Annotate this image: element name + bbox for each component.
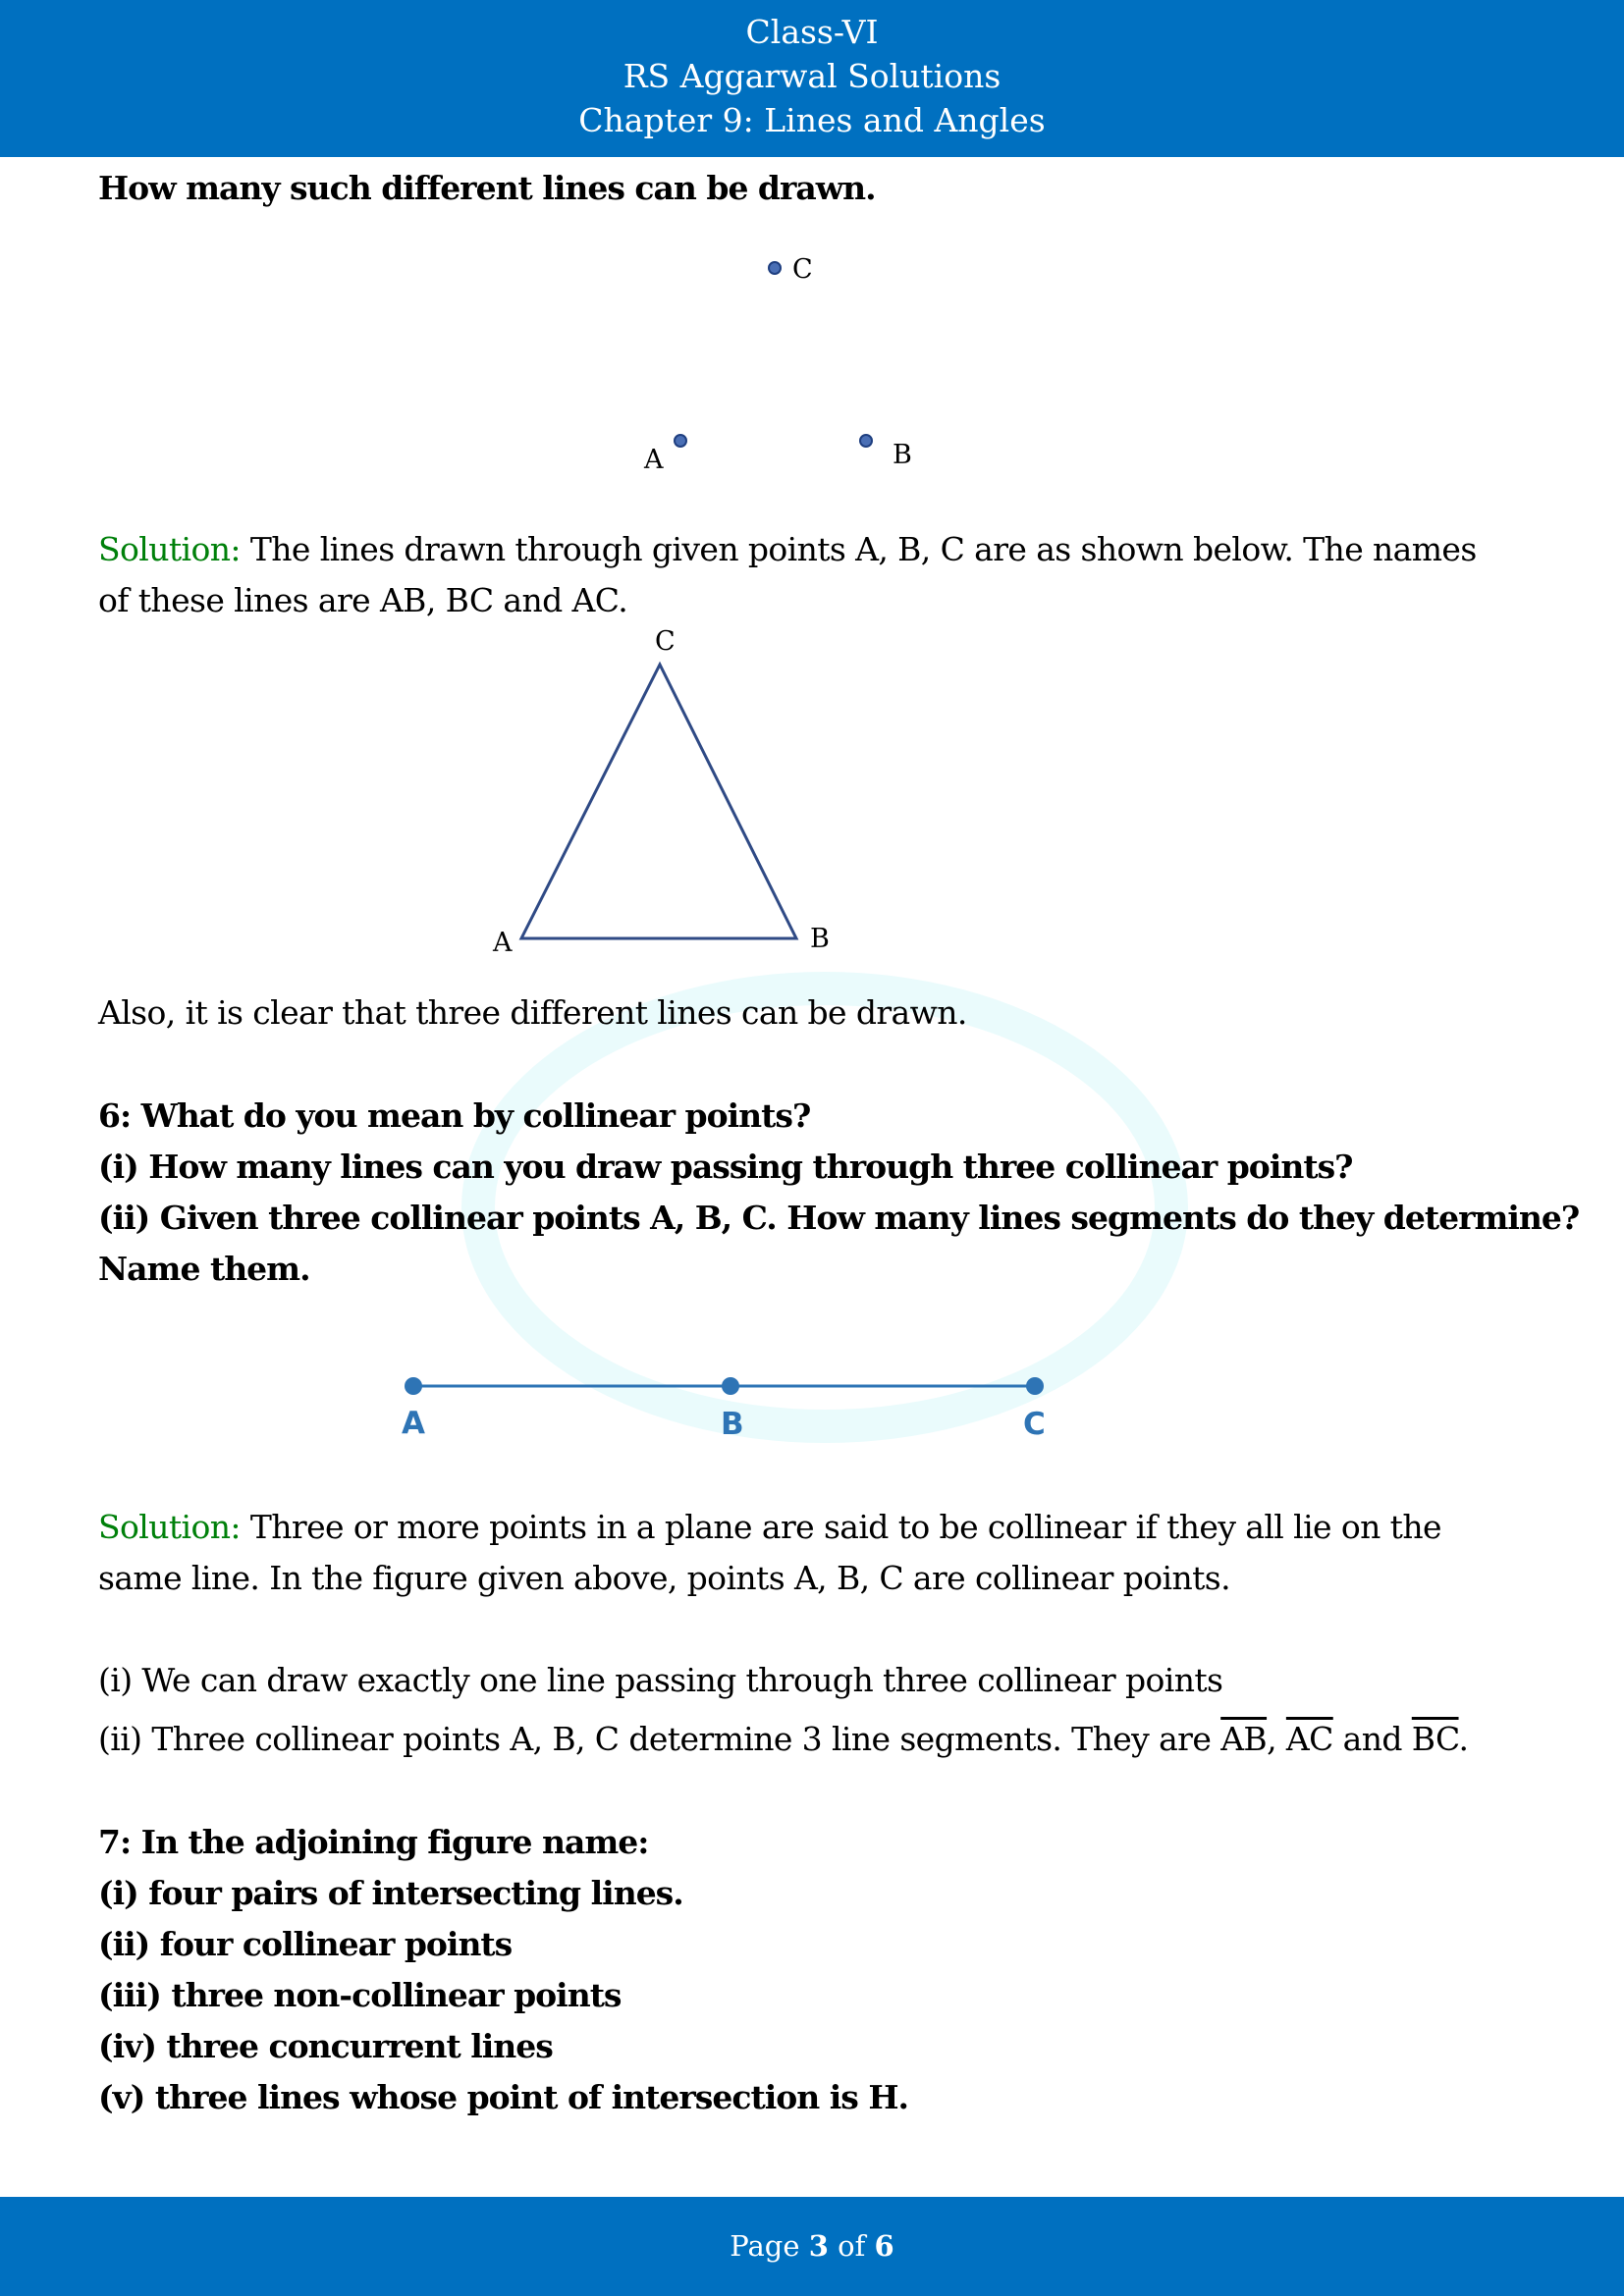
point-b — [722, 1377, 739, 1395]
label-c: C — [655, 626, 676, 657]
solution-6-text1: Three or more points in a plane are said to be collinear if they all lie on the — [240, 1508, 1441, 1546]
label-a: A — [493, 928, 513, 958]
question-6-line4: Name them. — [98, 1250, 310, 1288]
total-pages: 6 — [874, 2229, 894, 2263]
segment-bc: $\overline{BC}$ — [1411, 1720, 1459, 1758]
question-7-line6: (v) three lines whose point of intersection is H. — [98, 2078, 909, 2116]
solution-5-text1: The lines drawn through given points A, B, C are as shown below. The names — [240, 530, 1477, 568]
solution-label: Solution: — [98, 530, 241, 568]
question-6-line3: (ii) Given three collinear points A, B, C. How many lines segments do they determine? — [98, 1199, 1580, 1237]
point-c — [1026, 1377, 1044, 1395]
current-page: 3 — [808, 2229, 829, 2263]
label-b: B — [721, 1407, 744, 1442]
header-class: Class-VI — [745, 13, 879, 51]
question-7-line5: (iv) three concurrent lines — [98, 2027, 553, 2065]
header-chapter: Chapter 9: Lines and Angles — [578, 101, 1046, 139]
part-ii-prefix: (ii) Three collinear points A, B, C determine 3 line segments. They are — [98, 1720, 1221, 1758]
solution-6-part-i: (i) We can draw exactly one line passing through three collinear points — [98, 1661, 1223, 1699]
label-c: C — [1023, 1407, 1046, 1442]
question-7-line3: (ii) four collinear points — [98, 1925, 513, 1963]
label-a: A — [402, 1406, 425, 1441]
question-7-line1: 7: In the adjoining figure name: — [98, 1823, 649, 1861]
header-book: RS Aggarwal Solutions — [623, 57, 1001, 95]
label-b: B — [810, 924, 830, 954]
question-7-line4: (iii) three non-collinear points — [98, 1976, 622, 2014]
segment-ac: $\overline{AC}$ — [1285, 1720, 1333, 1758]
label-b: B — [893, 440, 912, 470]
solution-5-line2: of these lines are AB, BC and AC. — [98, 581, 628, 619]
solution-5-conclusion: Also, it is clear that three different lines can be drawn. — [98, 993, 967, 1032]
page-footer: Page 3 of 6 — [0, 2197, 1624, 2296]
solution-label: Solution: — [98, 1508, 241, 1546]
solution-6-line2: same line. In the figure given above, points A, B, C are collinear points. — [98, 1559, 1231, 1597]
question-5-tail: How many such different lines can be drawn. — [98, 169, 876, 207]
question-6-line2: (i) How many lines can you draw passing through three collinear points? — [98, 1148, 1353, 1186]
question-7-line2: (i) four pairs of intersecting lines. — [98, 1874, 683, 1912]
point-a — [405, 1377, 422, 1395]
solution-6-line1 — [98, 1508, 1441, 1547]
label-c: C — [792, 254, 813, 285]
solution-6-part-ii: (ii) Three collinear points A, B, C determine 3 line segments. They are $\overline{AB}$, $\overline{AC}$ and $\overline{BC}$. — [98, 1720, 1469, 1758]
segment-ab: $\overline{AB}$ — [1220, 1720, 1268, 1758]
label-a: A — [644, 445, 664, 475]
question-6-line1: 6: What do you mean by collinear points? — [98, 1096, 811, 1135]
